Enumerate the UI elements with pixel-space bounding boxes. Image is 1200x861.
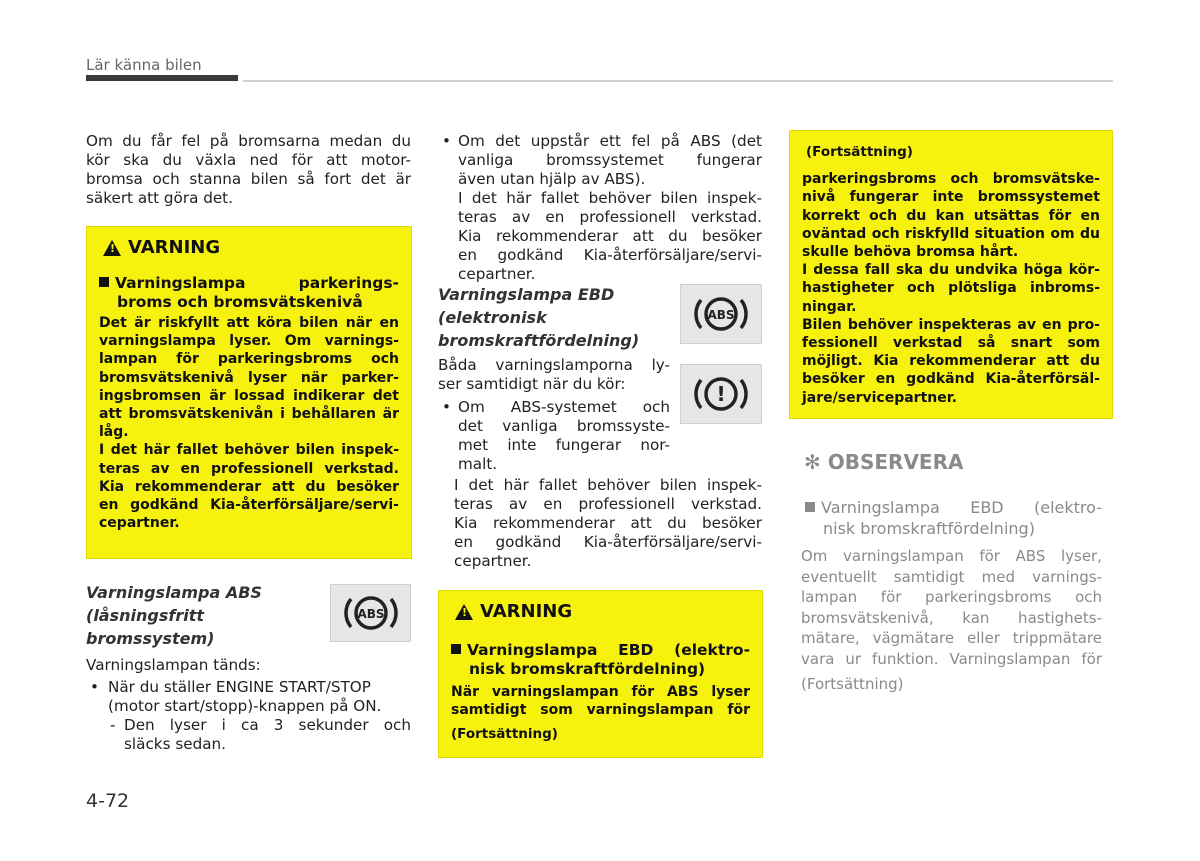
warning-subheading-line: Varningslampa parkerings- — [115, 274, 399, 292]
intro-line: kör ska du växla ned för att motor- — [86, 151, 411, 169]
ebd-cont-line: Kia rekommenderar att du besöker — [454, 514, 762, 532]
warning-body-line: I dessa fall ska du undvika höga kör- — [802, 262, 1100, 279]
abs-fault-line: även utan hjälp av ABS). — [458, 170, 646, 188]
abs-fault-line: teras av en professionell verkstad. — [458, 208, 762, 226]
bullet-mark: • — [90, 678, 99, 696]
observera-heading-text: OBSERVERA — [827, 450, 964, 474]
warning-body-line: cepartner. — [99, 515, 180, 532]
warning-body-line: nivå fungerar inte bromssystemet — [802, 189, 1100, 206]
observera-subheading-line: Varningslampa EBD (elektro- — [821, 498, 1102, 517]
warning-body-line: fessionell verkstad så snart som — [802, 335, 1100, 352]
ebd-bullet-line: det vanliga bromssyste- — [458, 417, 670, 435]
square-bullet-icon — [451, 644, 461, 654]
warning-box-continued — [789, 130, 1113, 419]
ebd-bullet-line: Om ABS-systemet och — [458, 398, 670, 416]
header-rule-dark — [86, 75, 238, 81]
observera-body-line: bromsvätskenivå, kan hastighets- — [801, 608, 1102, 627]
warning-body-line: skulle behöva bromsa hårt. — [802, 244, 1019, 261]
abs-dash-line: Den lyser i ca 3 sekunder och — [124, 716, 411, 734]
abs-section-body — [86, 656, 411, 754]
warning-body-line: teras av en professionell verkstad. — [99, 460, 399, 477]
bullet-mark: • — [442, 398, 451, 416]
abs-icon-label: ABS — [356, 607, 385, 621]
observera-body-line: vara ur funktion. Varningslampan för — [801, 649, 1102, 668]
brake-warning-icon — [680, 364, 762, 424]
warning-heading — [455, 601, 750, 622]
warning-body-line: besöker en godkänd Kia-återförsäl- — [802, 371, 1100, 388]
abs-bullet — [86, 678, 411, 716]
warning-triangle-icon — [103, 240, 121, 256]
page-number: 4-72 — [86, 790, 130, 812]
observera-body-line: eventuellt samtidigt med varnings- — [801, 567, 1102, 586]
ebd-bullet-line: malt. — [458, 455, 498, 473]
header-rule-light — [243, 80, 1113, 82]
ebd-section-title — [438, 283, 668, 352]
square-bullet-icon — [805, 502, 815, 512]
warning-subheading — [451, 641, 750, 679]
warning-body-line: ningar. — [802, 298, 857, 315]
warning-box-ebd — [438, 590, 763, 758]
abs-section-title — [86, 581, 316, 650]
abs-dash-line: släcks sedan. — [124, 735, 226, 753]
ebd-cont-line: teras av en professionell verkstad. — [454, 495, 762, 513]
abs-fault-line: vanliga bromssystemet fungerar — [458, 151, 762, 169]
warning-subheading — [99, 274, 399, 312]
warning-body-line: att bromsvätskenivån i behållaren är — [99, 406, 399, 423]
ebd-cont-body — [454, 476, 762, 571]
warning-subheading-line: nisk bromskraftfördelning) — [469, 660, 706, 678]
abs-fault-line: I det här fallet behöver bilen inspek- — [458, 189, 762, 207]
abs-bullet-line: När du ställer ENGINE START/STOP — [108, 678, 371, 696]
asterisk-icon: ✻ — [804, 450, 821, 474]
warning-body-line: parkeringsbroms och bromsvätske- — [802, 171, 1100, 188]
ebd-section-title-line: Varningslampa EBD — [438, 285, 615, 304]
dash-mark: - — [110, 716, 116, 734]
warning-body-line: När varningslampan för ABS lyser — [451, 684, 750, 700]
ebd-section-body — [438, 356, 670, 474]
ebd-cont-line: cepartner. — [454, 552, 532, 570]
observera-body-line: lampan för parkeringsbroms och — [801, 588, 1102, 606]
abs-icon-label: ABS — [707, 308, 735, 322]
warning-body-line: jare/servicepartner. — [802, 389, 957, 406]
abs-section-title-line: bromssystem) — [86, 629, 215, 648]
warning-body-line: I det här fallet behöver bilen inspek- — [99, 442, 399, 459]
warning-body-line: varningslampa lyser. Om varnings- — [99, 333, 399, 350]
ebd-cont-line: en godkänd Kia-återförsäljare/servi- — [454, 533, 762, 551]
abs-bullet-line: (motor start/stopp)-knappen på ON. — [108, 697, 382, 715]
abs-warning-icon — [680, 284, 762, 344]
abs-fault-line: Kia rekommenderar att du besöker — [458, 227, 762, 245]
warning-body — [802, 170, 1100, 407]
ebd-cont-line: I det här fallet behöver bilen inspek- — [454, 476, 762, 494]
warning-body-line: Det är riskfyllt att köra bilen när en — [99, 315, 399, 331]
ebd-lead-line: ser samtidigt när du kör: — [438, 375, 626, 393]
continued-label: (Fortsättning) — [806, 144, 913, 160]
observera-subheading-line: nisk bromskraftfördelning) — [823, 519, 1035, 538]
warning-body-line: möjligt. Kia rekommenderar att du — [802, 353, 1100, 370]
abs-fault-bullet — [438, 132, 762, 284]
warning-body — [451, 683, 750, 744]
ebd-bullet-line: met inte fungerar nor- — [458, 436, 670, 454]
abs-section-title-line: Varningslampa ABS — [86, 583, 262, 602]
warning-body-line: oväntad och riskfylld situation om du — [802, 225, 1100, 242]
warning-body-line: Kia rekommenderar att du besöker — [99, 478, 399, 495]
section-header-title: Lär känna bilen — [86, 56, 202, 74]
abs-lead: Varningslampan tänds: — [86, 656, 261, 674]
observera-body — [801, 546, 1102, 695]
warning-subheading-line: Varningslampa EBD (elektro- — [467, 641, 750, 659]
observera-body-line: mätare, vägmätare eller trippmätare — [801, 629, 1102, 647]
observera-subheading — [805, 497, 1102, 539]
intro-paragraph — [86, 132, 411, 208]
warning-body-line: lampan för parkeringsbroms och — [99, 351, 399, 368]
warning-heading-text: VARNING — [128, 237, 221, 258]
warning-triangle-icon — [455, 604, 473, 620]
square-bullet-icon — [99, 277, 109, 287]
warning-body-line: ingsbromsen är lossad indikerar det — [99, 387, 399, 404]
abs-warning-icon — [330, 584, 411, 642]
ebd-section-title-line: (elektronisk — [438, 308, 547, 327]
observera-heading — [804, 450, 963, 474]
warning-body-line: bromsvätskenivå lyser när parker- — [99, 369, 399, 386]
warning-body — [99, 314, 399, 532]
ebd-lead-line: Båda varningslamporna ly- — [438, 356, 670, 374]
abs-section-title-line: (låsningsfritt — [86, 606, 204, 625]
warning-body-line: hastigheter och plötsliga inbroms- — [802, 280, 1100, 297]
warning-subheading-line: broms och bromsvätskenivå — [117, 293, 363, 311]
abs-dash-item — [86, 716, 411, 754]
warning-body-line: en godkänd Kia-återförsäljare/servi- — [99, 497, 399, 514]
warning-body-line: låg. — [99, 424, 129, 441]
warning-body-line: samtidigt som varningslampan för — [451, 702, 750, 719]
warning-heading — [103, 237, 399, 258]
continued-label: (Fortsättning) — [451, 726, 558, 743]
intro-line: säkert att göra det. — [86, 189, 233, 207]
ebd-section-title-line: bromskraftfördelning) — [438, 331, 640, 350]
bullet-mark: • — [442, 132, 451, 150]
abs-fault-line: cepartner. — [458, 265, 536, 283]
warning-body-line: korrekt och du kan utsättas för en — [802, 207, 1100, 224]
warning-box-parking-brake — [86, 226, 412, 559]
continued-label: (Fortsättning) — [801, 675, 904, 693]
warning-heading-text: VARNING — [480, 601, 573, 622]
brake-icon-label: ! — [716, 382, 726, 406]
abs-fault-line: en godkänd Kia-återförsäljare/servi- — [458, 246, 762, 264]
abs-fault-line: Om det uppstår ett fel på ABS (det — [458, 132, 762, 150]
intro-line: bromsa och stanna bilen så fort det är — [86, 170, 411, 188]
intro-line: Om du får fel på bromsarna medan du — [86, 132, 411, 150]
observera-body-line: Om varningslampan för ABS lyser, — [801, 547, 1102, 565]
warning-body-line: Bilen behöver inspekteras av en pro- — [802, 316, 1100, 333]
